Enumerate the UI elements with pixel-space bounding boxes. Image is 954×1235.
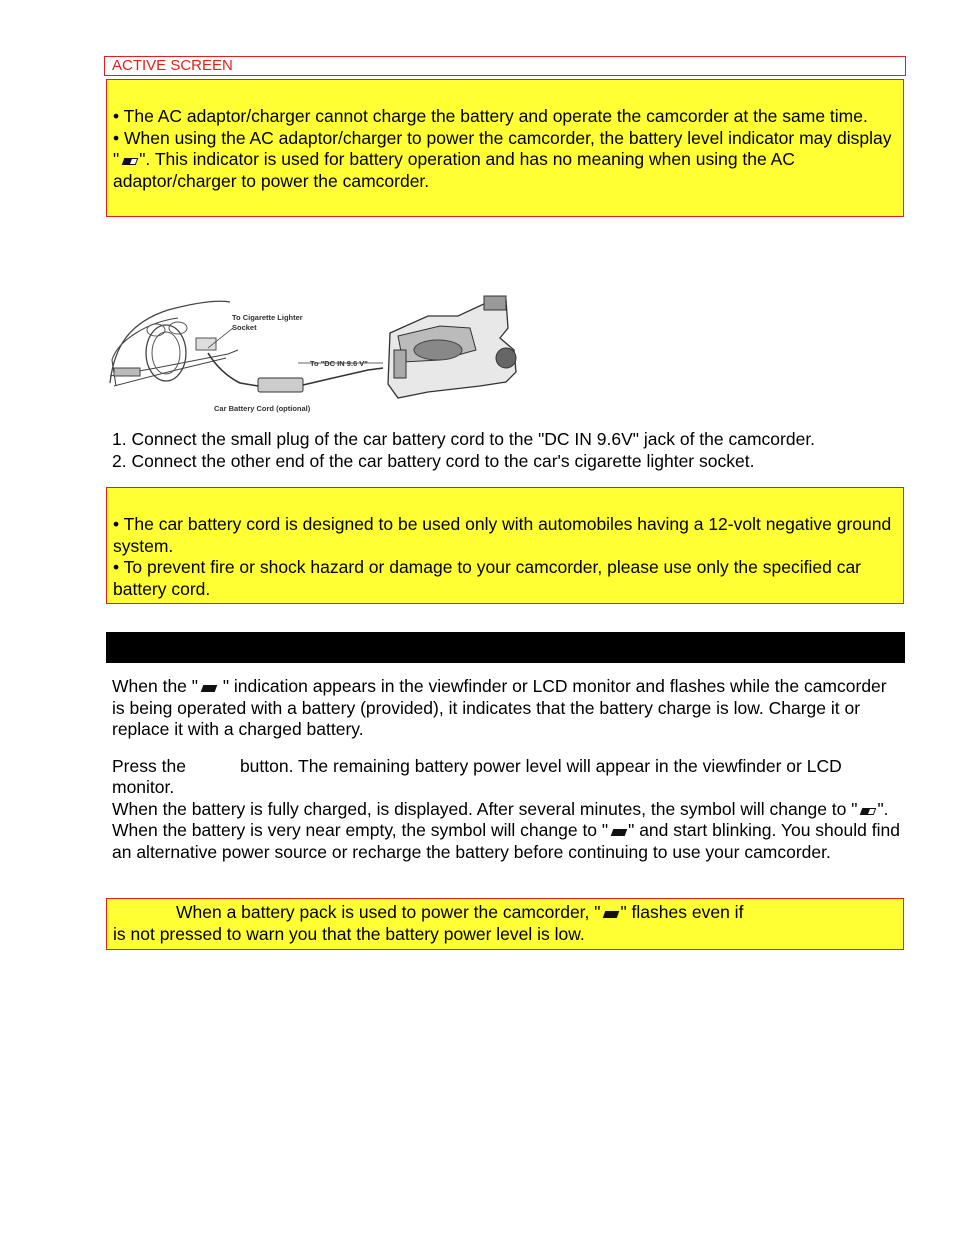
label-socket: Socket: [232, 323, 257, 332]
note-line: • The AC adaptor/charger cannot charge the battery and operate the camcorder at the same time.: [113, 106, 868, 126]
note-ac-adaptor: [106, 79, 904, 217]
section-header-bar: [106, 632, 905, 663]
battery-low-icon: [120, 157, 138, 166]
battery-level-section: [112, 676, 904, 863]
note-line: When a battery pack is used to power the camcorder, " " flashes even if: [176, 902, 744, 922]
label-car-battery-cord: Car Battery Cord (optional): [214, 404, 311, 413]
note-line: • When using the AC adaptor/charger to power the camcorder, the battery level indicator may display " ". This indicator is used for battery operation and has no meaning when using the AC adaptor/charger to power the camcorder.: [113, 127, 892, 191]
battery-empty-icon: [609, 828, 627, 837]
paragraph: When the battery is fully charged, is displayed. After several minutes, the symbol will change to " ". When the battery is very near empty, the symbol will change to " " and start blinking. You should find an alternative power source or recharge the battery before continuing to use your camcorder.: [112, 798, 900, 862]
battery-low-icon: [858, 807, 876, 816]
note-battery-warning: [106, 898, 904, 950]
label-dc-in: To "DC IN 9.6 V": [310, 359, 368, 368]
note-line: • The car battery cord is designed to be used only with automobiles having a 12-volt negative ground system.: [113, 514, 892, 556]
note-line: • To prevent fire or shock hazard or damage to your camcorder, please use only the specified car battery cord.: [113, 557, 862, 599]
note-car-battery: [106, 487, 904, 604]
note-line: is not pressed to warn you that the battery power level is low.: [113, 923, 585, 944]
label-cigarette-lighter: To Cigarette Lighter: [232, 313, 303, 322]
car-battery-cord-illustration: [108, 288, 528, 416]
paragraph: When the " " indication appears in the viewfinder or LCD monitor and flashes while the camcorder is being operated with a battery (provided), it indicates that the battery charge is low. Charge it or replace it with a charged battery.: [112, 676, 887, 739]
car-battery-diagram: [108, 288, 528, 416]
step-1: 1. Connect the small plug of the car battery cord to the "DC IN 9.6V" jack of the camcorder.: [112, 429, 816, 449]
connection-steps: [112, 429, 904, 472]
battery-empty-icon: [199, 684, 217, 693]
paragraph: Press the button. The remaining battery power level will appear in the viewfinder or LCD monitor.: [112, 755, 842, 797]
active-screen-label: ACTIVE SCREEN: [112, 57, 233, 74]
battery-empty-icon: [601, 910, 619, 919]
step-2: 2. Connect the other end of the car battery cord to the car's cigarette lighter socket.: [112, 450, 755, 471]
active-screen-bar: [104, 56, 906, 76]
